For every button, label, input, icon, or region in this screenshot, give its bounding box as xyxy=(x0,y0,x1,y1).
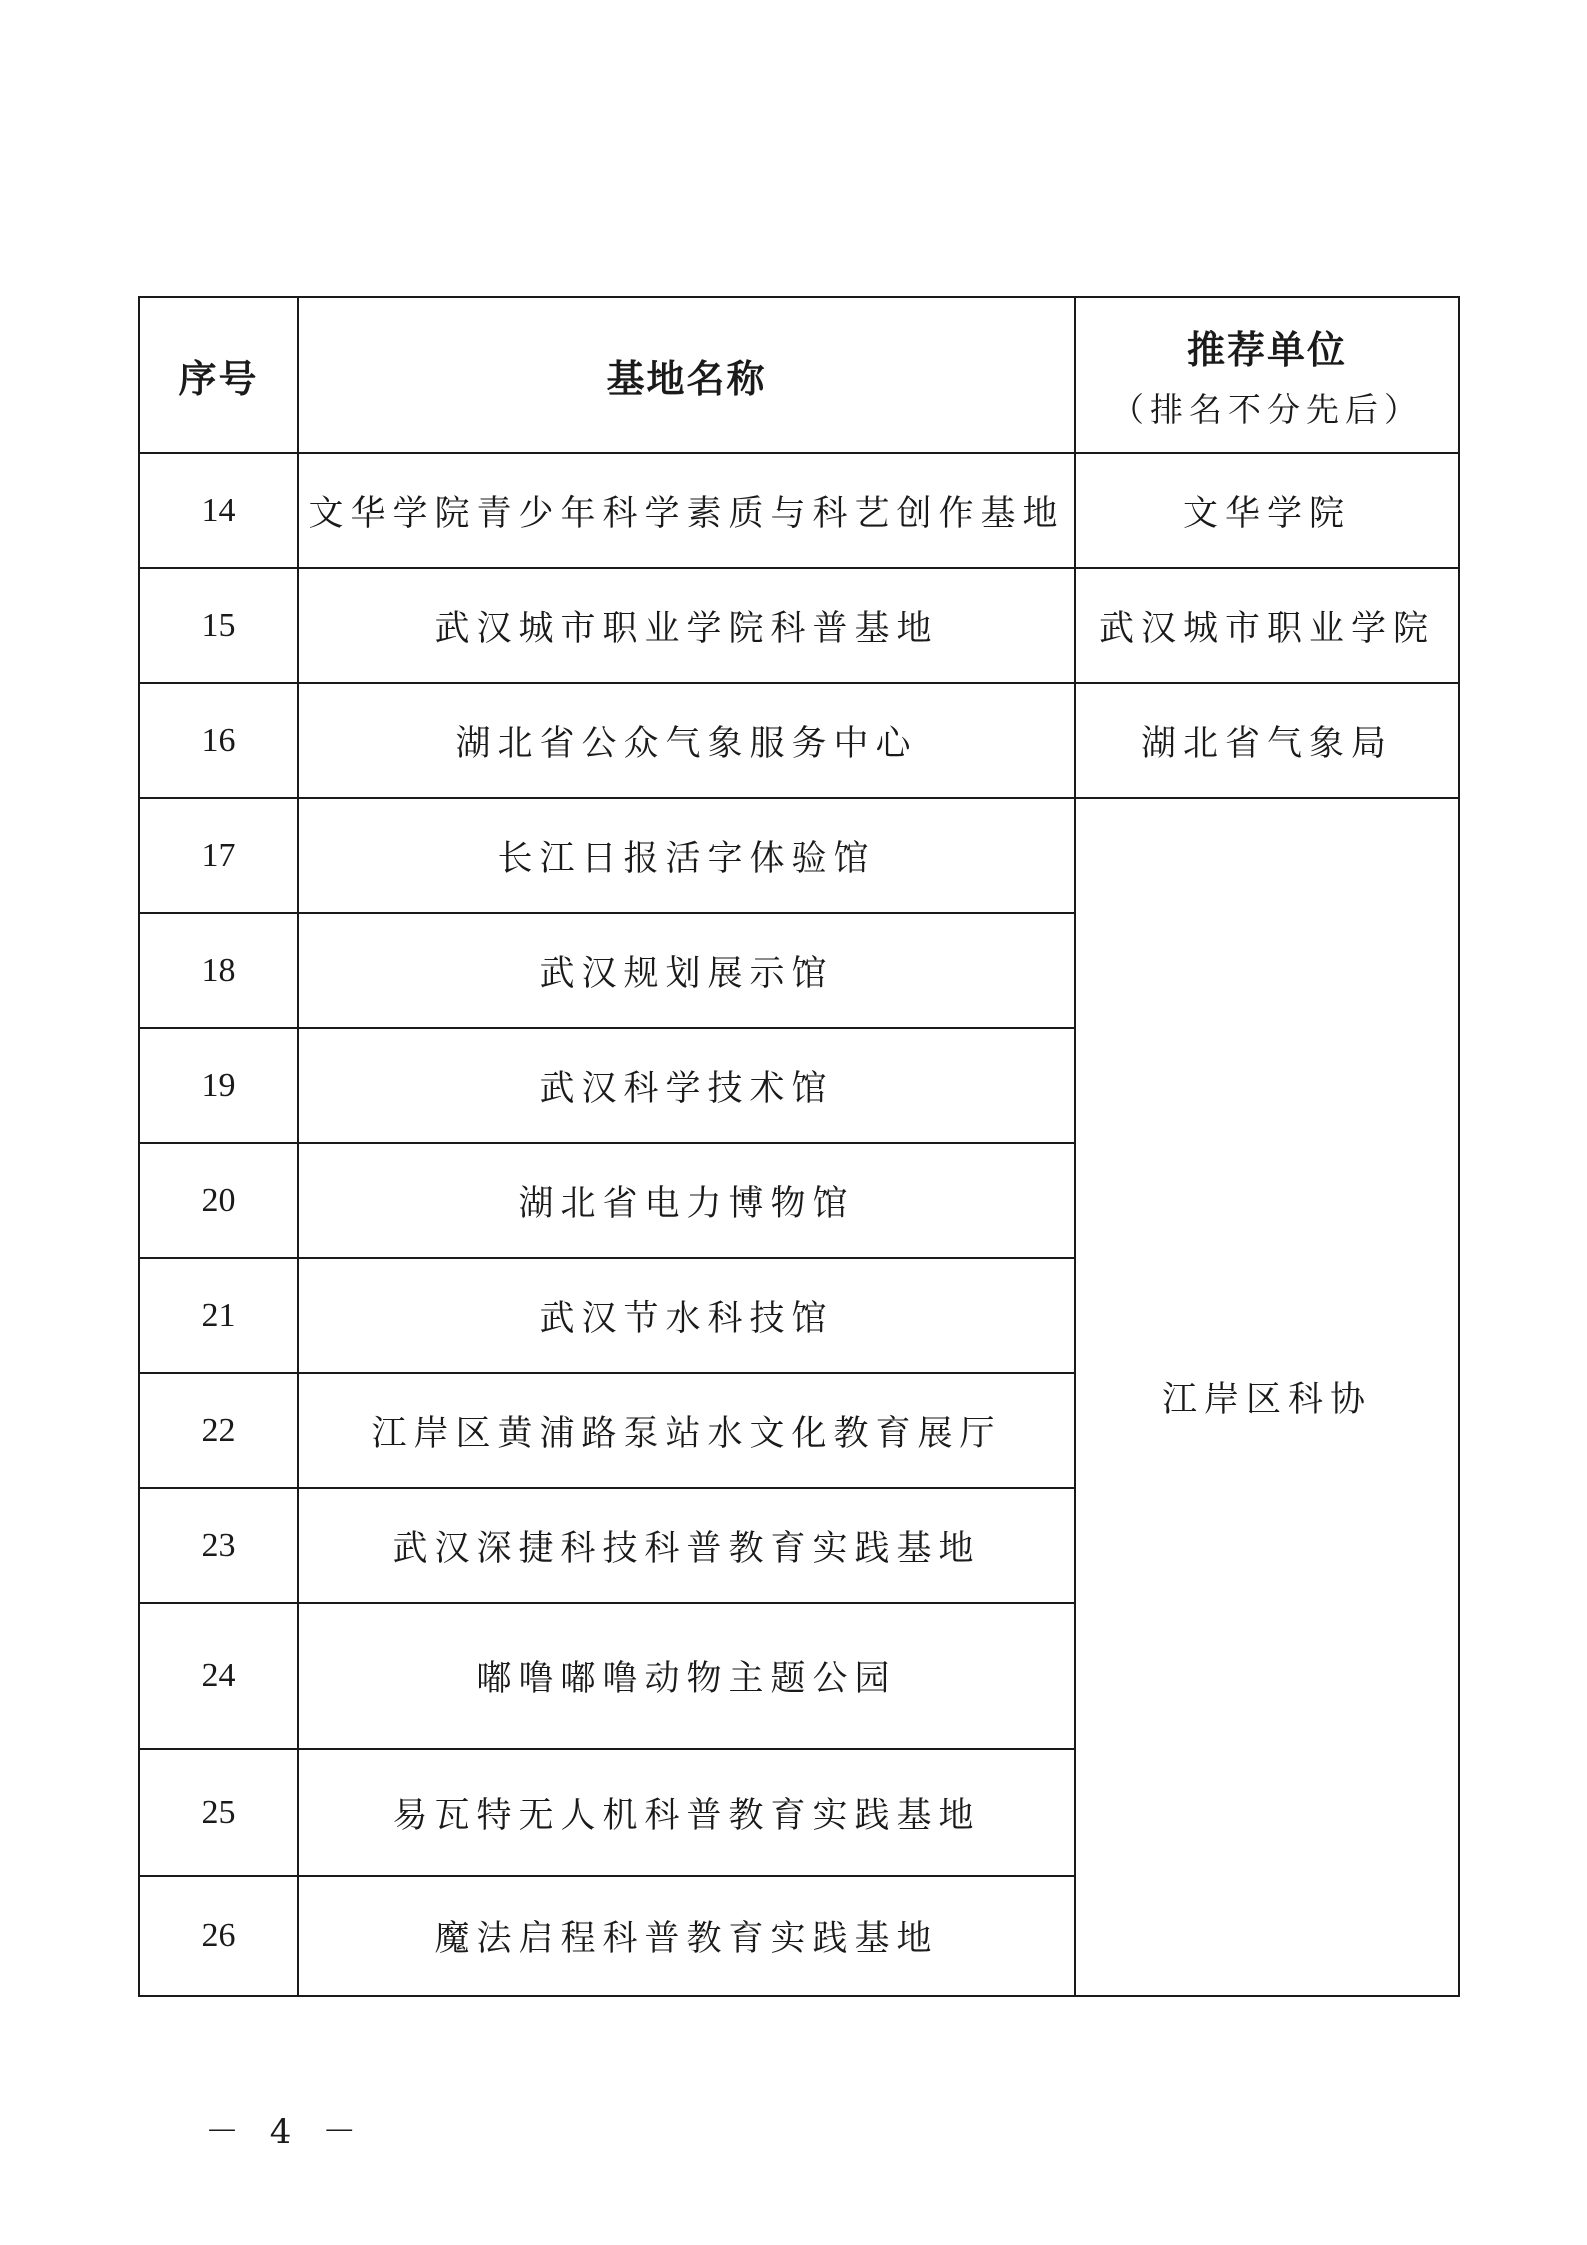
base-name: 魔法启程科普教育实践基地 xyxy=(298,1876,1075,1996)
row-number: 21 xyxy=(139,1258,298,1373)
table-row xyxy=(139,568,1459,683)
header-serial-number: 序号 xyxy=(139,297,298,453)
table-row xyxy=(139,453,1459,568)
row-number: 15 xyxy=(139,568,298,683)
header-recommending-unit: 推荐单位 （排名不分先后） xyxy=(1075,297,1459,453)
row-number: 18 xyxy=(139,913,298,1028)
row-number: 24 xyxy=(139,1603,298,1749)
page-number: － 4 － xyxy=(205,2112,367,2152)
recommending-unit: 湖北省气象局 xyxy=(1075,683,1459,798)
row-number: 19 xyxy=(139,1028,298,1143)
base-name: 长江日报活字体验馆 xyxy=(298,798,1075,913)
table-row xyxy=(139,798,1459,913)
table-header-row xyxy=(139,297,1459,453)
row-number: 25 xyxy=(139,1749,298,1876)
base-name: 江岸区黄浦路泵站水文化教育展厅 xyxy=(298,1373,1075,1488)
table-row xyxy=(139,683,1459,798)
row-number: 26 xyxy=(139,1876,298,1996)
base-name: 嘟噜嘟噜动物主题公园 xyxy=(298,1603,1075,1749)
recommending-unit: 武汉城市职业学院 xyxy=(1075,568,1459,683)
row-number: 23 xyxy=(139,1488,298,1603)
row-number: 16 xyxy=(139,683,298,798)
row-number: 20 xyxy=(139,1143,298,1258)
recommending-unit: 文华学院 xyxy=(1075,453,1459,568)
base-name: 湖北省公众气象服务中心 xyxy=(298,683,1075,798)
base-name: 文华学院青少年科学素质与科艺创作基地 xyxy=(298,453,1075,568)
base-name: 武汉深捷科技科普教育实践基地 xyxy=(298,1488,1075,1603)
row-number: 17 xyxy=(139,798,298,913)
base-name: 湖北省电力博物馆 xyxy=(298,1143,1075,1258)
base-name: 武汉节水科技馆 xyxy=(298,1258,1075,1373)
base-name: 武汉科学技术馆 xyxy=(298,1028,1075,1143)
base-name: 易瓦特无人机科普教育实践基地 xyxy=(298,1749,1075,1876)
science-base-table xyxy=(138,296,1460,1997)
row-number: 14 xyxy=(139,453,298,568)
header-base-name: 基地名称 xyxy=(298,297,1075,453)
base-name: 武汉规划展示馆 xyxy=(298,913,1075,1028)
row-number: 22 xyxy=(139,1373,298,1488)
recommending-unit-merged: 江岸区科协 xyxy=(1075,798,1459,1996)
header-unit-note: （排名不分先后） xyxy=(1111,390,1423,429)
base-name: 武汉城市职业学院科普基地 xyxy=(298,568,1075,683)
